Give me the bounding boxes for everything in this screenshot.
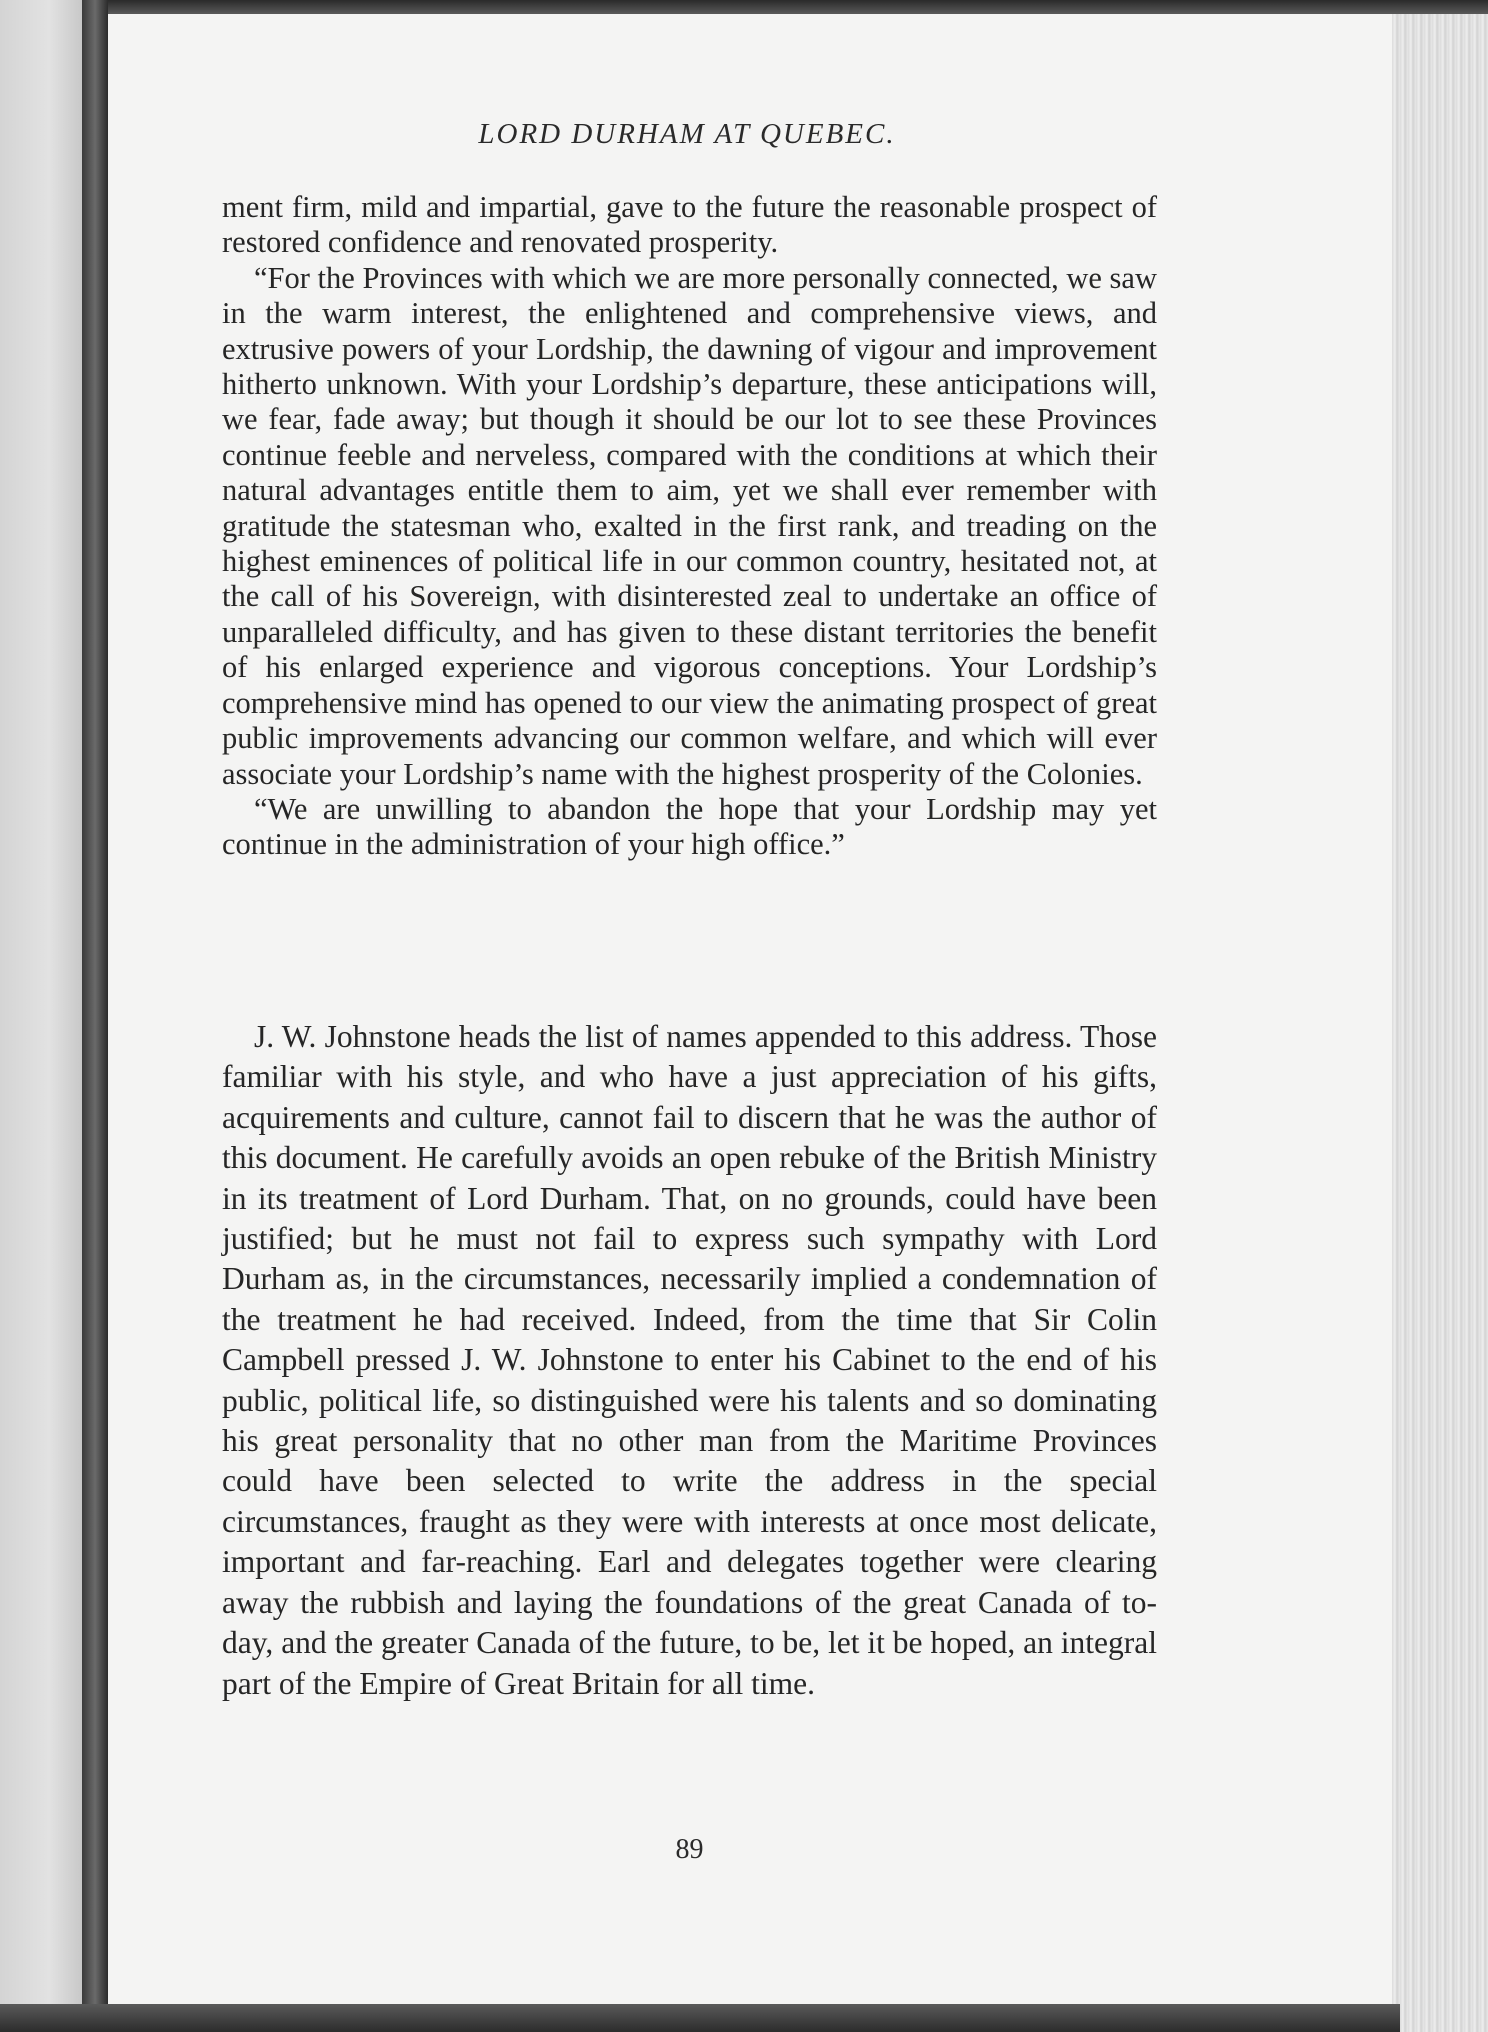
top-edge xyxy=(108,0,1488,14)
left-margin-strip xyxy=(0,0,82,2032)
book-gutter xyxy=(82,0,108,2010)
running-title: LORD DURHAM AT QUEBEC. xyxy=(478,118,896,150)
body-text xyxy=(222,1017,1157,1704)
quote-paragraph: ment firm, mild and impartial, gave to the future the reasonable prospect of restored confidence and renovated prosperity. xyxy=(222,190,1157,260)
page-fore-edge xyxy=(1392,14,1488,2032)
quote-paragraph: “We are unwilling to abandon the hope that your Lordship may yet continue in the administration of your high office.” xyxy=(222,791,1157,862)
page-number: 89 xyxy=(675,1834,704,1865)
quoted-address xyxy=(222,190,1157,863)
bottom-edge xyxy=(0,2004,1400,2032)
body-paragraph: J. W. Johnstone heads the list of names appended to this address. Those familiar with his style, and who have a just appreciation of his gifts, acquirements and culture, cannot fail to discern that he was the author of this document. He carefully avoids an open rebuke of the British Ministry in its treatment of Lord Durham. That, on no grounds, could have been justified; but he must not fail to express such sympathy with Lord Durham as, in the circumstances, necessarily implied a condemnation of the treatment he had received. Indeed, from the time that Sir Colin Campbell pressed J. W. Johnstone to enter his Cabinet to the end of his public, political life, so distinguished were his talents and so dominating his great personality that no other man from the Maritime Provinces could have been selected to write the address in the special circumstances, fraught as they were with interests at once most delicate, important and far-reaching. Earl and delegates together were clearing away the rubbish and laying the foundations of the great Canada of to-day, and the greater Canada of the future, to be, let it be hoped, an integral part of the Empire of Great Britain for all time. xyxy=(222,1019,1157,1701)
quote-paragraph: “For the Provinces with which we are more personally connected, we saw in the warm interest, the enlightened and comprehensive views, and extrusive powers of your Lordship, the dawning of vigour and improvement hitherto unknown. With your Lordship’s departure, these anticipations will, we fear, fade away; but though it should be our lot to see these Provinces continue feeble and nerveless, compared with the conditions at which their natural advantages entitle them to aim, yet we shall ever remember with gratitude the statesman who, exalted in the first rank, and treading on the highest eminences of political life in our common country, hesitated not, at the call of his Sovereign, with disinterested zeal to undertake an office of unparalleled difficulty, and has given to these distant territories the benefit of his enlarged experience and vigorous conceptions. Your Lordship’s comprehensive mind has opened to our view the animating prospect of great public improvements advancing our common welfare, and which will ever associate your Lordship’s name with the highest prosperity of the Colonies. xyxy=(222,260,1157,791)
